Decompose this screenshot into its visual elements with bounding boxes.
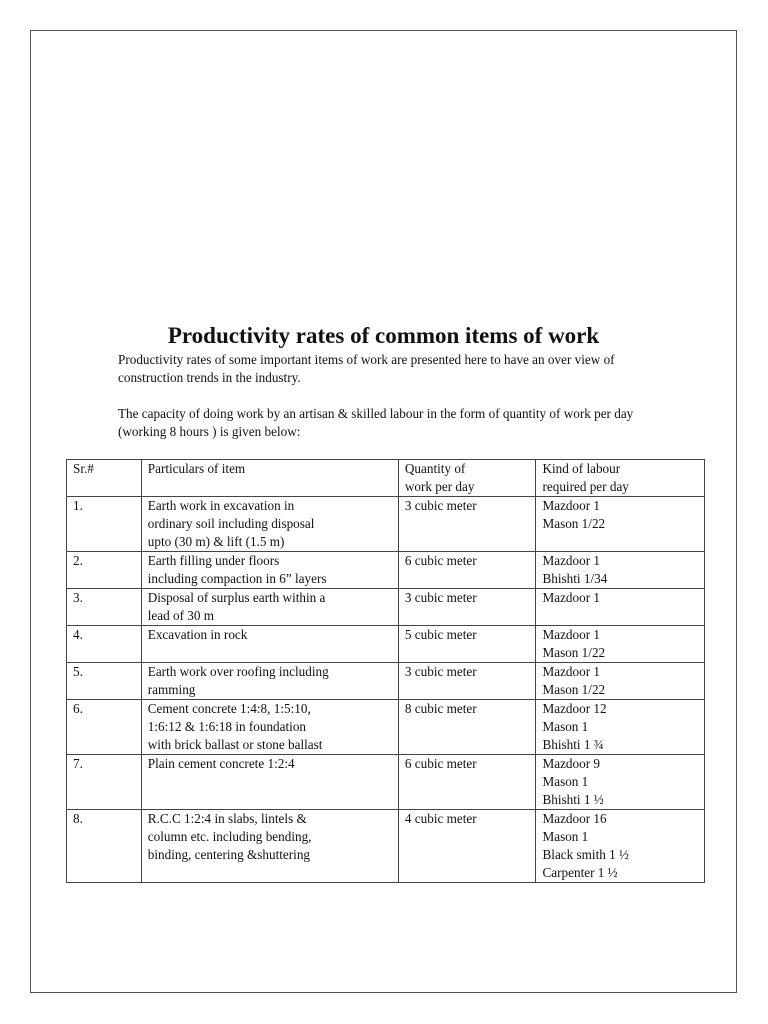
cell-labour: Mazdoor 9 Mason 1 Bhishti 1 ½: [536, 755, 705, 810]
table-row: [67, 552, 705, 589]
cell-sr-no: 5.: [67, 663, 142, 700]
header-particulars: Particulars of item: [141, 460, 398, 497]
cell-quantity: 4 cubic meter: [398, 810, 536, 883]
header-labour: Kind of labour required per day: [536, 460, 705, 497]
cell-quantity: 6 cubic meter: [398, 755, 536, 810]
table-row: [67, 589, 705, 626]
capacity-paragraph: The capacity of doing work by an artisan & skilled labour in the form of quantity of work per day (working 8 hours ) is given below:: [118, 406, 634, 439]
cell-quantity: 6 cubic meter: [398, 552, 536, 589]
cell-sr-no: 1.: [67, 497, 142, 552]
cell-labour: Mazdoor 1: [536, 589, 705, 626]
cell-sr-no: 8.: [67, 810, 142, 883]
cell-quantity: 3 cubic meter: [398, 497, 536, 552]
cell-labour: Mazdoor 1 Mason 1/22: [536, 663, 705, 700]
cell-sr-no: 4.: [67, 626, 142, 663]
cell-labour: Mazdoor 12 Mason 1 Bhishti 1 ¾: [536, 700, 705, 755]
cell-quantity: 8 cubic meter: [398, 700, 536, 755]
cell-labour: Mazdoor 16 Mason 1 Black smith 1 ½ Carpenter 1 ½: [536, 810, 705, 883]
cell-particulars: Cement concrete 1:4:8, 1:5:10, 1:6:12 & 1:6:18 in foundation with brick ballast or stone ballast: [141, 700, 398, 755]
intro-paragraph: Productivity rates of some important items of work are presented here to have an over view of construction trends in the industry.: [118, 352, 615, 385]
cell-quantity: 3 cubic meter: [398, 663, 536, 700]
cell-sr-no: 2.: [67, 552, 142, 589]
cell-quantity: 5 cubic meter: [398, 626, 536, 663]
table-row: [67, 700, 705, 755]
document-page: [30, 30, 737, 993]
cell-particulars: Earth work over roofing including ramming: [141, 663, 398, 700]
header-sr-no: Sr.#: [67, 460, 142, 497]
cell-labour: Mazdoor 1 Mason 1/22: [536, 497, 705, 552]
table-row: [67, 810, 705, 883]
table-header-row: [67, 460, 705, 497]
table-row: [67, 755, 705, 810]
cell-sr-no: 7.: [67, 755, 142, 810]
table-row: [67, 663, 705, 700]
cell-particulars: Excavation in rock: [141, 626, 398, 663]
cell-quantity: 3 cubic meter: [398, 589, 536, 626]
cell-particulars: Disposal of surplus earth within a lead of 30 m: [141, 589, 398, 626]
cell-labour: Mazdoor 1 Mason 1/22: [536, 626, 705, 663]
cell-sr-no: 6.: [67, 700, 142, 755]
document-title: Productivity rates of common items of work: [167, 323, 600, 348]
cell-particulars: R.C.C 1:2:4 in slabs, lintels & column etc. including bending, binding, centering &shuttering: [141, 810, 398, 883]
productivity-table: [66, 459, 705, 883]
table-row: [67, 497, 705, 552]
cell-labour: Mazdoor 1 Bhishti 1/34: [536, 552, 705, 589]
table-row: [67, 626, 705, 663]
cell-particulars: Plain cement concrete 1:2:4: [141, 755, 398, 810]
header-quantity: Quantity of work per day: [398, 460, 536, 497]
cell-particulars: Earth filling under floors including compaction in 6” layers: [141, 552, 398, 589]
cell-sr-no: 3.: [67, 589, 142, 626]
cell-particulars: Earth work in excavation in ordinary soil including disposal upto (30 m) & lift (1.5 m): [141, 497, 398, 552]
